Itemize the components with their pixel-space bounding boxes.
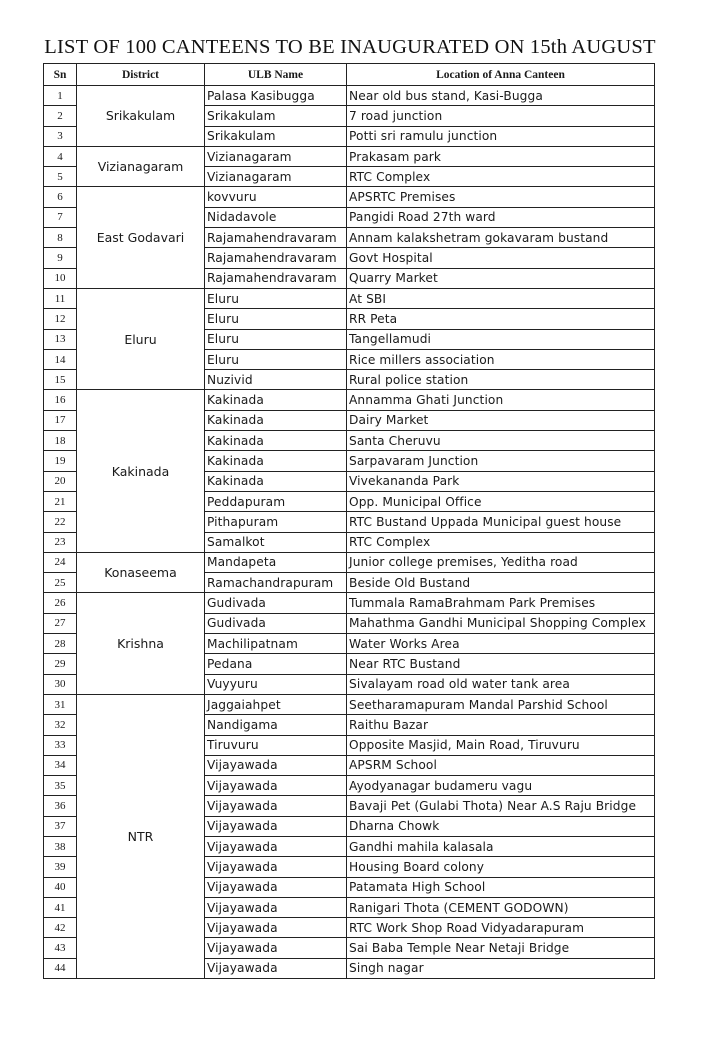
location-cell: Annamma Ghati Junction (347, 390, 655, 410)
ulb-cell: Machilipatnam (205, 634, 347, 654)
header-location: Location of Anna Canteen (347, 64, 655, 86)
sn-cell: 40 (44, 877, 77, 897)
sn-cell: 35 (44, 776, 77, 796)
sn-cell: 30 (44, 674, 77, 694)
table-row (44, 593, 655, 613)
ulb-cell: Samalkot (205, 532, 347, 552)
ulb-cell: Gudivada (205, 613, 347, 633)
location-cell: Seetharamapuram Mandal Parshid School (347, 694, 655, 714)
ulb-cell: Kakinada (205, 390, 347, 410)
header-district: District (77, 64, 205, 86)
sn-cell: 17 (44, 410, 77, 430)
ulb-cell: Vizianagaram (205, 146, 347, 166)
sn-cell: 23 (44, 532, 77, 552)
district-cell: Eluru (77, 288, 205, 389)
header-ulb: ULB Name (205, 64, 347, 86)
location-cell: Opp. Municipal Office (347, 491, 655, 511)
sn-cell: 37 (44, 816, 77, 836)
location-cell: Near RTC Bustand (347, 654, 655, 674)
ulb-cell: Pedana (205, 654, 347, 674)
sn-cell: 44 (44, 958, 77, 978)
district-cell: NTR (77, 694, 205, 978)
ulb-cell: Nandigama (205, 715, 347, 735)
district-cell: Srikakulam (77, 86, 205, 147)
ulb-cell: Vijayawada (205, 836, 347, 856)
location-cell: Junior college premises, Yeditha road (347, 552, 655, 572)
sn-cell: 6 (44, 187, 77, 207)
sn-cell: 10 (44, 268, 77, 288)
sn-cell: 38 (44, 836, 77, 856)
table-body (44, 86, 655, 979)
ulb-cell: Srikakulam (205, 126, 347, 146)
sn-cell: 26 (44, 593, 77, 613)
location-cell: Dharna Chowk (347, 816, 655, 836)
sn-cell: 20 (44, 471, 77, 491)
ulb-cell: Tiruvuru (205, 735, 347, 755)
table-row (44, 552, 655, 572)
ulb-cell: Ramachandrapuram (205, 573, 347, 593)
sn-cell: 1 (44, 86, 77, 106)
location-cell: APSRTC Premises (347, 187, 655, 207)
sn-cell: 7 (44, 207, 77, 227)
district-cell: Vizianagaram (77, 146, 205, 187)
sn-cell: 3 (44, 126, 77, 146)
ulb-cell: Pithapuram (205, 512, 347, 532)
ulb-cell: Vijayawada (205, 857, 347, 877)
location-cell: Bavaji Pet (Gulabi Thota) Near A.S Raju Bridge (347, 796, 655, 816)
ulb-cell: Rajamahendravaram (205, 228, 347, 248)
location-cell: Dairy Market (347, 410, 655, 430)
table-row (44, 86, 655, 106)
sn-cell: 32 (44, 715, 77, 735)
location-cell: Tummala RamaBrahmam Park Premises (347, 593, 655, 613)
district-cell: Krishna (77, 593, 205, 694)
ulb-cell: Eluru (205, 349, 347, 369)
sn-cell: 8 (44, 228, 77, 248)
location-cell: Prakasam park (347, 146, 655, 166)
ulb-cell: Rajamahendravaram (205, 248, 347, 268)
ulb-cell: Nuzivid (205, 370, 347, 390)
location-cell: Quarry Market (347, 268, 655, 288)
location-cell: RR Peta (347, 309, 655, 329)
sn-cell: 16 (44, 390, 77, 410)
canteen-table (43, 63, 655, 979)
sn-cell: 14 (44, 349, 77, 369)
ulb-cell: Vijayawada (205, 816, 347, 836)
location-cell: RTC Bustand Uppada Municipal guest house (347, 512, 655, 532)
sn-cell: 21 (44, 491, 77, 511)
location-cell: Rice millers association (347, 349, 655, 369)
ulb-cell: Nidadavole (205, 207, 347, 227)
sn-cell: 9 (44, 248, 77, 268)
location-cell: RTC Complex (347, 532, 655, 552)
ulb-cell: Vuyyuru (205, 674, 347, 694)
location-cell: Singh nagar (347, 958, 655, 978)
district-cell: Kakinada (77, 390, 205, 552)
sn-cell: 34 (44, 755, 77, 775)
sn-cell: 2 (44, 106, 77, 126)
table-row (44, 288, 655, 308)
location-cell: Ayodyanagar budameru vagu (347, 776, 655, 796)
ulb-cell: Vijayawada (205, 877, 347, 897)
sn-cell: 15 (44, 370, 77, 390)
location-cell: At SBI (347, 288, 655, 308)
ulb-cell: Vijayawada (205, 958, 347, 978)
ulb-cell: Vijayawada (205, 776, 347, 796)
sn-cell: 28 (44, 634, 77, 654)
sn-cell: 11 (44, 288, 77, 308)
sn-cell: 12 (44, 309, 77, 329)
ulb-cell: Kakinada (205, 410, 347, 430)
ulb-cell: Vijayawada (205, 938, 347, 958)
table-row (44, 694, 655, 714)
ulb-cell: Peddapuram (205, 491, 347, 511)
location-cell: Annam kalakshetram gokavaram bustand (347, 228, 655, 248)
ulb-cell: Gudivada (205, 593, 347, 613)
sn-cell: 31 (44, 694, 77, 714)
ulb-cell: Vijayawada (205, 897, 347, 917)
table-header-row (44, 64, 655, 86)
location-cell: Water Works Area (347, 634, 655, 654)
location-cell: Opposite Masjid, Main Road, Tiruvuru (347, 735, 655, 755)
location-cell: Vivekananda Park (347, 471, 655, 491)
sn-cell: 4 (44, 146, 77, 166)
ulb-cell: Eluru (205, 329, 347, 349)
sn-cell: 33 (44, 735, 77, 755)
sn-cell: 39 (44, 857, 77, 877)
location-cell: Patamata High School (347, 877, 655, 897)
location-cell: Pangidi Road 27th ward (347, 207, 655, 227)
location-cell: Govt Hospital (347, 248, 655, 268)
location-cell: Santa Cheruvu (347, 431, 655, 451)
location-cell: RTC Complex (347, 167, 655, 187)
ulb-cell: Vijayawada (205, 918, 347, 938)
sn-cell: 19 (44, 451, 77, 471)
sn-cell: 13 (44, 329, 77, 349)
table-row (44, 146, 655, 166)
table-row (44, 187, 655, 207)
ulb-cell: Kakinada (205, 431, 347, 451)
district-cell: Konaseema (77, 552, 205, 593)
ulb-cell: Srikakulam (205, 106, 347, 126)
location-cell: Gandhi mahila kalasala (347, 836, 655, 856)
ulb-cell: Vijayawada (205, 796, 347, 816)
location-cell: RTC Work Shop Road Vidyadarapuram (347, 918, 655, 938)
ulb-cell: Kakinada (205, 451, 347, 471)
ulb-cell: Vizianagaram (205, 167, 347, 187)
ulb-cell: Jaggaiahpet (205, 694, 347, 714)
location-cell: Rural police station (347, 370, 655, 390)
sn-cell: 29 (44, 654, 77, 674)
table-row (44, 390, 655, 410)
location-cell: Sai Baba Temple Near Netaji Bridge (347, 938, 655, 958)
sn-cell: 27 (44, 613, 77, 633)
sn-cell: 22 (44, 512, 77, 532)
location-cell: Housing Board colony (347, 857, 655, 877)
location-cell: Potti sri ramulu junction (347, 126, 655, 146)
location-cell: Near old bus stand, Kasi-Bugga (347, 86, 655, 106)
location-cell: Mahathma Gandhi Municipal Shopping Complex (347, 613, 655, 633)
header-sn: Sn (44, 64, 77, 86)
ulb-cell: Eluru (205, 309, 347, 329)
ulb-cell: Kakinada (205, 471, 347, 491)
sn-cell: 36 (44, 796, 77, 816)
location-cell: Sarpavaram Junction (347, 451, 655, 471)
sn-cell: 25 (44, 573, 77, 593)
ulb-cell: Mandapeta (205, 552, 347, 572)
document-title: LIST OF 100 CANTEENS TO BE INAUGURATED ON 15th AUGUST (44, 36, 656, 58)
sn-cell: 42 (44, 918, 77, 938)
location-cell: Tangellamudi (347, 329, 655, 349)
ulb-cell: Eluru (205, 288, 347, 308)
ulb-cell: Vijayawada (205, 755, 347, 775)
sn-cell: 5 (44, 167, 77, 187)
location-cell: APSRM School (347, 755, 655, 775)
sn-cell: 18 (44, 431, 77, 451)
sn-cell: 41 (44, 897, 77, 917)
ulb-cell: Rajamahendravaram (205, 268, 347, 288)
location-cell: Sivalayam road old water tank area (347, 674, 655, 694)
location-cell: Raithu Bazar (347, 715, 655, 735)
sn-cell: 24 (44, 552, 77, 572)
sn-cell: 43 (44, 938, 77, 958)
location-cell: Ranigari Thota (CEMENT GODOWN) (347, 897, 655, 917)
ulb-cell: kovvuru (205, 187, 347, 207)
location-cell: 7 road junction (347, 106, 655, 126)
ulb-cell: Palasa Kasibugga (205, 86, 347, 106)
location-cell: Beside Old Bustand (347, 573, 655, 593)
district-cell: East Godavari (77, 187, 205, 288)
